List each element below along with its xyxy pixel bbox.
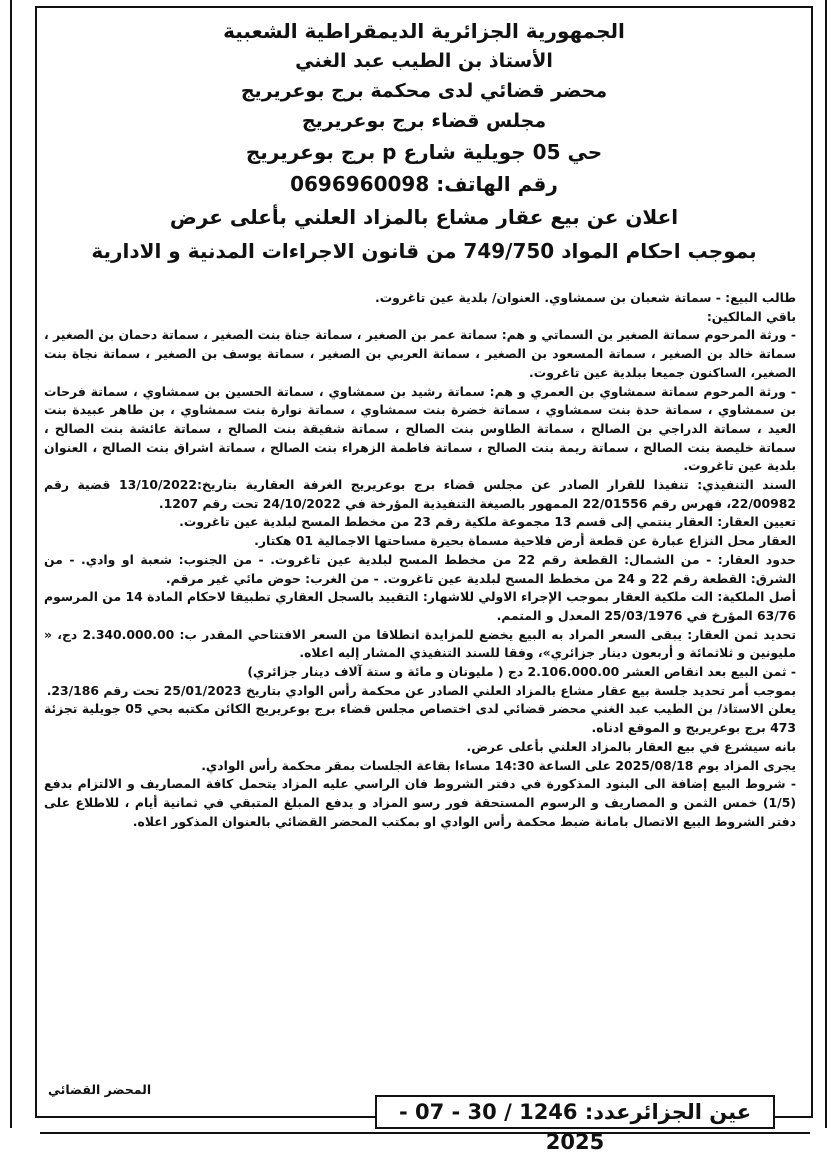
issue-footer: عين الجزائرعدد: 1246 / 30 - 07 - 2025: [375, 1095, 775, 1129]
office-address: حي 05 جويلية شارع p برج بوعريريج: [245, 140, 603, 164]
ownership-origin: أصل الملكية: الت ملكية العقار بموجب الإجراء الاولي للاشهار: التقييد بالسجل العقاري تطبيقا لاحكام المادة 14 من المرسوم 63/76 المؤرخ في 25/03/1976 المعدل و المتمم.: [44, 589, 796, 623]
sale-requester: طالب البيع: - سماتة شعبان بن سمشاوي. العنوان/ بلدية عين تاغروت.: [374, 290, 796, 305]
signature-label: المحضر القضائي: [48, 1082, 152, 1097]
heirs-group-2: - ورثة المرحوم سماتة سمشاوي بن العمري و هم: سماتة رشيد بن سمشاوي ، سماتة الحسين بن سمشاوي ، سماتة فرحات بن سمشاوي ، سماتة حدة بنت سمشاوي ، سماتة خضرة بنت سمشاوي ، سماتة نوارة بنت سمشاوي ، بن طاهر عبيدة بنت العيد ، سماتة الدراجي بن الصالح ، سماتة الطاوس بنت الصالح ، سماتة شفيقة بنت الصالح ، سماتة عائشة بنت الصالح ، سماتة خليصة بنت الصالح ، سماتة ريمة بنت الصالح ، سماتة فاطمة الزهراء بنت الصالح ، سماتة اشراق بنت الصالح ، العنوان بلدية عين تاغروت.: [44, 383, 796, 474]
bailiff-announcement: يعلن الاستاذ/ بن الطيب عبد الغني محضر قضائي لدى اختصاص مجلس قضاء برج بوعريريج الكائن مكتبه بحي 05 جويلية تجزئة 473 برج بوعريريج و الموقع ادناه.: [44, 701, 796, 736]
notice-title: اعلان عن بيع عقار مشاع بالمزاد العلني بأعلى عرض: [169, 205, 679, 229]
price-determination: تحديد ثمن العقار: يبقى السعر المراد به البيع يخضع للمزايدة انطلاقا من السعر الافتتاحي المقدر ب: 2.340.000.00 دج، « مليونين و ثلاثمائة و أربعون دينار جزائري»، وفقا للسند التنفيذي المشار إليه اعلاه.: [44, 626, 796, 661]
property-boundaries: حدود العقار: - من الشمال: القطعة رقم 22 من مخطط المسح لبلدية عين تاغروت. - من الجنوب: شعبة او وادي. - من الشرق: القطعة رقم 22 و 24 من مخطط المسح لبلدية عين تاغروت. - من الغرب: حوض مائي غير مرقم.: [44, 551, 796, 586]
reduced-price: - ثمن البيع بعد انقاص العشر 2.106.000.00 دج ( مليونان و مائة و ستة آلاف دينار جزائري): [247, 664, 796, 680]
auction-date: يجرى المزاد يوم 2025/08/18 على الساعة 14:30 مساءا بقاعة الجلسات بمقر محكمة رأس الوادي.: [201, 757, 796, 773]
legal-basis: بموجب احكام المواد 749/750 من قانون الاجراءات المدنية و الادارية: [91, 239, 757, 263]
executive-title: السند التنفيذي: تنفيذا للقرار الصادر عن مجلس قضاء برج بوعريريج الغرفة العقارية بتاريخ:13/10/2022 قضية رقم 22/00982، فهرس رقم 22/01556 الممهور بالصيغة التنفيذية المؤرخة في 24/10/2022 تحت رقم 1207.: [44, 477, 796, 511]
footer-rule: [40, 1132, 810, 1134]
other-owners-label: باقي المالكين:: [706, 308, 796, 324]
notice-header: [40, 16, 808, 268]
right-margin-bar: [825, 0, 837, 1128]
bailiff-court: محضر قضائي لدى محكمة برج بوعريريج: [240, 80, 608, 102]
republic-title: الجمهورية الجزائرية الديمقراطية الشعبية: [223, 19, 625, 43]
bailiff-name: الأستاذ بن الطيب عبد الغني: [295, 50, 553, 72]
heirs-group-1: - ورثة المرحوم سماتة الصغير بن السماتي و هم: سماتة عمر بن الصغير ، سماتة جناة بنت الصغير ، سماتة دحمان بن الصغير ، سماتة خالد بن الصغير ، سماتة المسعود بن الصغير ، سماتة العربي بن الصغير ، سماتة يوسف بن الصغير ، سماتة نجاة بنت الصغير، الساكنون جميعا ببلدية عين تاغروت.: [44, 327, 796, 380]
notice-body: [44, 289, 796, 831]
property-description: العقار محل النزاع عبارة عن قطعة أرض فلاحية مسماة بحيرة مساحتها الاجمالية 01 هكتار.: [254, 533, 796, 549]
left-margin-bar: [0, 0, 12, 1128]
phone-number: رقم الهاتف: 0696960098: [290, 172, 558, 196]
council-name: مجلس قضاء برج بوعريريج: [301, 110, 547, 132]
sale-conditions: - شروط البيع إضافة الى البنود المذكورة في دفتر الشروط فان الراسي عليه المزاد يتحمل كافة المصاريف و الالتزام بدفع (1/5) خمس الثمن و المصاريف و الرسوم المستحقة فور رسو المزاد و يدفع المبلغ المتبقي في ثمانية أيام ، للاطلاع على دفتر الشروط البيع الاتصال بامانة ضبط محكمة رأس الوادي او بمكتب المحضر القضائي بالعنوان المذكور اعلاه.: [44, 776, 796, 829]
sale-statement: بانه سيشرع في بيع العقار بالمزاد العلني بأعلى عرض.: [466, 738, 796, 754]
property-designation: تعيين العقار: العقار ينتمي إلى قسم 13 مجموعة ملكية رقم 23 من مخطط المسح لبلدية عين تاغروت.: [179, 514, 796, 530]
session-order: بموجب أمر تحديد جلسة بيع عقار مشاع بالمزاد العلني الصادر عن محكمة رأس الوادي بتاريخ 25/01/2023 تحت رقم 23/186.: [46, 682, 796, 698]
